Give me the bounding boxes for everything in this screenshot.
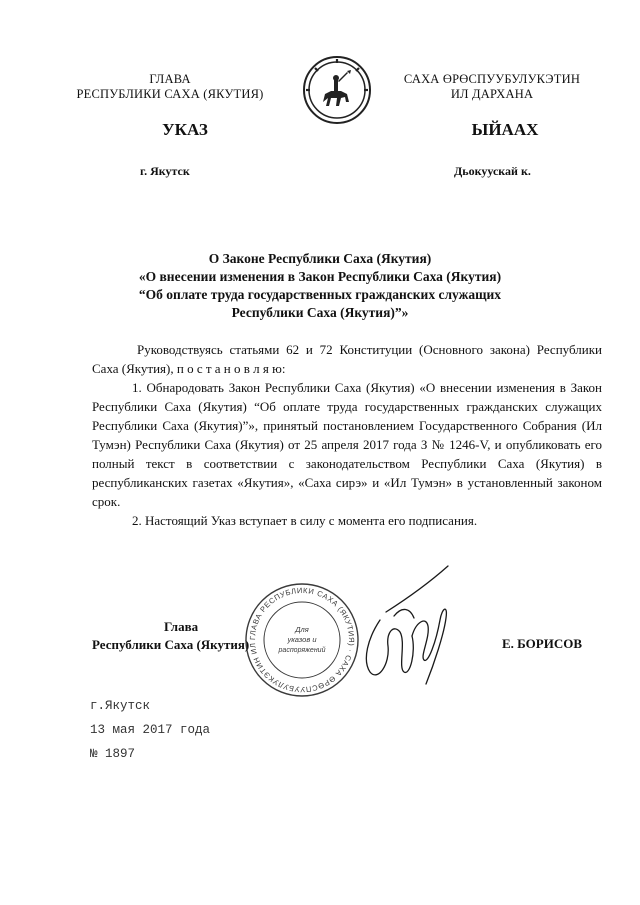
stamp-center-line1: Для	[295, 625, 309, 634]
signatory-position-line2: Республики Саха (Якутия)	[92, 637, 250, 652]
document-body	[92, 340, 602, 530]
stamp-center-line2: указов и	[287, 635, 317, 644]
registration-date: 13 мая 2017 года	[90, 723, 211, 737]
preamble-paragraph: Руководствуясь статьями 62 и 72 Конституции (Основного закона) Республики Саха (Якутия), п о с т а н о в л я ю:	[92, 342, 602, 376]
coat-of-arms-emblem	[301, 54, 373, 126]
handwritten-signature	[350, 560, 460, 690]
registration-place: г.Якутск	[90, 699, 151, 713]
title-line2: «О внесении изменения в Закон Республики Саха (Якутия)	[138, 269, 502, 284]
header-right	[392, 72, 592, 102]
document-title	[92, 250, 548, 322]
title-line1: О Законе Республики Саха (Якутия)	[208, 251, 432, 266]
header-right-line1: САХА ӨРӨСПУУБУЛУКЭТИН	[403, 72, 581, 86]
header-right-line2: ИЛ ДАРХАНА	[450, 87, 534, 101]
stamp-outer-text: ГЛАВА РЕСПУБЛИКИ САХА (ЯКУТИЯ) · САХА ӨРӨСПУУБУЛУКЭТИН ИЛ	[247, 585, 357, 695]
registration-number: № 1897	[90, 747, 136, 761]
signatory-name: Е. БОРИСОВ	[502, 636, 583, 651]
header-left	[70, 72, 270, 102]
doc-type-right: ЫЙААХ	[471, 120, 539, 139]
item1-paragraph: 1. Обнародовать Закон Республики Саха (Якутия) «О внесении изменения в Закон Республики Саха (Якутия) “Об оплате труда государственных гражданских служащих Республики Саха (Якутия)”», принятый постановлением Государственного Собрания (Ил Тумэн) Республики Саха (Якутия) от 25 апреля 2017 года З № 1246-V, и опубликовать его полный текст в соответствии с законодательством Республики Саха (Якутия) в республиканских газетах «Якутия», «Саха сирэ» и «Ил Тумэн» в установленный законом срок.	[92, 380, 602, 509]
item2-paragraph: 2. Настоящий Указ вступает в силу с момента его подписания.	[132, 513, 478, 528]
signatory-position-line1: Глава	[164, 619, 199, 634]
header-left-line1: ГЛАВА	[149, 72, 191, 86]
registration-block	[90, 694, 290, 766]
official-stamp	[242, 580, 362, 700]
title-line4: Республики Саха (Якутия)”»	[231, 305, 409, 320]
stamp-center-line3: распоряжений	[278, 647, 326, 654]
city-right: Дьокуускай к.	[454, 164, 531, 178]
title-line3: “Об оплате труда государственных гражданских служащих	[138, 287, 502, 302]
city-left: г. Якутск	[140, 164, 190, 178]
doc-type-left: УКАЗ	[162, 120, 208, 139]
header-left-line2: РЕСПУБЛИКИ САХА (ЯКУТИЯ)	[76, 87, 264, 101]
